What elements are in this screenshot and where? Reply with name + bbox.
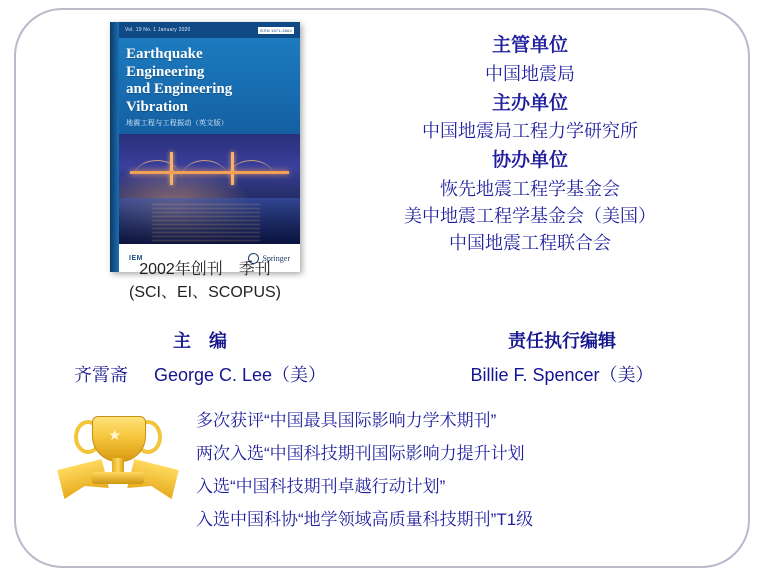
bridge-cable-icon — [133, 160, 180, 179]
cosponsor-value-3: 中国地震工程联合会 — [449, 232, 611, 253]
sponsor-value: 中国地震局工程力学研究所 — [422, 121, 638, 141]
cover-title-line-2: Engineering — [126, 63, 205, 80]
cover-artwork — [110, 22, 300, 272]
cover-top-bar — [119, 22, 300, 38]
editor-in-chief-name-1: 齐霄斋 — [73, 365, 128, 385]
awards-list — [196, 404, 736, 537]
sponsor-label: 主办单位 — [491, 92, 568, 114]
trophy-base-icon — [92, 472, 144, 484]
bridge-tower-icon — [231, 152, 234, 185]
cover-subtitle: 地震工程与工程振动（英文版） — [126, 120, 229, 127]
iem-logo: IEM — [129, 254, 143, 262]
editor-in-chief-name-2: George C. Lee（美） — [153, 365, 327, 385]
editors-block — [20, 327, 744, 387]
cover-title-line-1: Earthquake — [126, 46, 203, 62]
cover-issn-badge: ISSN 1671-3664 — [259, 27, 292, 33]
editor-in-chief-label: 主 编 — [173, 331, 227, 351]
cover-title-line-4: Vibration — [126, 99, 188, 116]
cosponsor-label: 协办单位 — [491, 150, 568, 171]
award-line-2: 两次入选“中国科技期刊国际影响力提升计划 — [196, 444, 525, 464]
editors-header-row — [20, 327, 744, 353]
supervisor-label: 主管单位 — [491, 35, 568, 56]
bridge-tower-icon — [170, 152, 173, 185]
star-icon: ★ — [108, 427, 122, 444]
managing-editor-name: Billie F. Spencer（美） — [470, 365, 654, 385]
journal-cover-image — [110, 22, 300, 272]
springer-logo-text: Springer — [262, 253, 290, 263]
water-reflection — [152, 204, 261, 241]
bridge-cable-icon — [181, 160, 228, 179]
cover-title-line-3: and Engineering — [126, 81, 233, 98]
cover-caption-line-2: (SCI、EI、SCOPUS) — [128, 284, 282, 302]
cover-issue-line: Vol. 19 No. 1 January 2020 — [125, 27, 191, 33]
cover-caption — [86, 258, 324, 304]
cover-title — [126, 46, 290, 117]
award-line-3: 入选“中国科技期刊卓越行动计划” — [196, 477, 446, 497]
bridge-deck-icon — [130, 171, 289, 174]
editors-value-row — [20, 361, 744, 387]
bridge-cable-icon — [228, 160, 275, 179]
cosponsor-value-1: 恢先地震工程学基金会 — [440, 178, 620, 199]
supervisor-value: 中国地震局 — [485, 63, 575, 84]
cover-caption-line-1: 2002年创刊 季刊 — [139, 261, 271, 278]
award-line-1: 多次获评“中国最具国际影响力学术期刊” — [196, 411, 497, 430]
cover-bridge-photo — [119, 134, 300, 244]
editor-in-chief-names — [20, 361, 380, 387]
cosponsor-value-2: 美中地震工程学基金会（美国） — [404, 205, 656, 226]
cover-spine — [110, 22, 119, 272]
managing-editor-label: 责任执行编辑 — [508, 331, 616, 351]
award-line-4: 入选中国科协“地学领域高质量科技期刊”T1级 — [196, 510, 534, 530]
trophy-icon — [58, 408, 178, 518]
organizations-block — [330, 30, 730, 257]
